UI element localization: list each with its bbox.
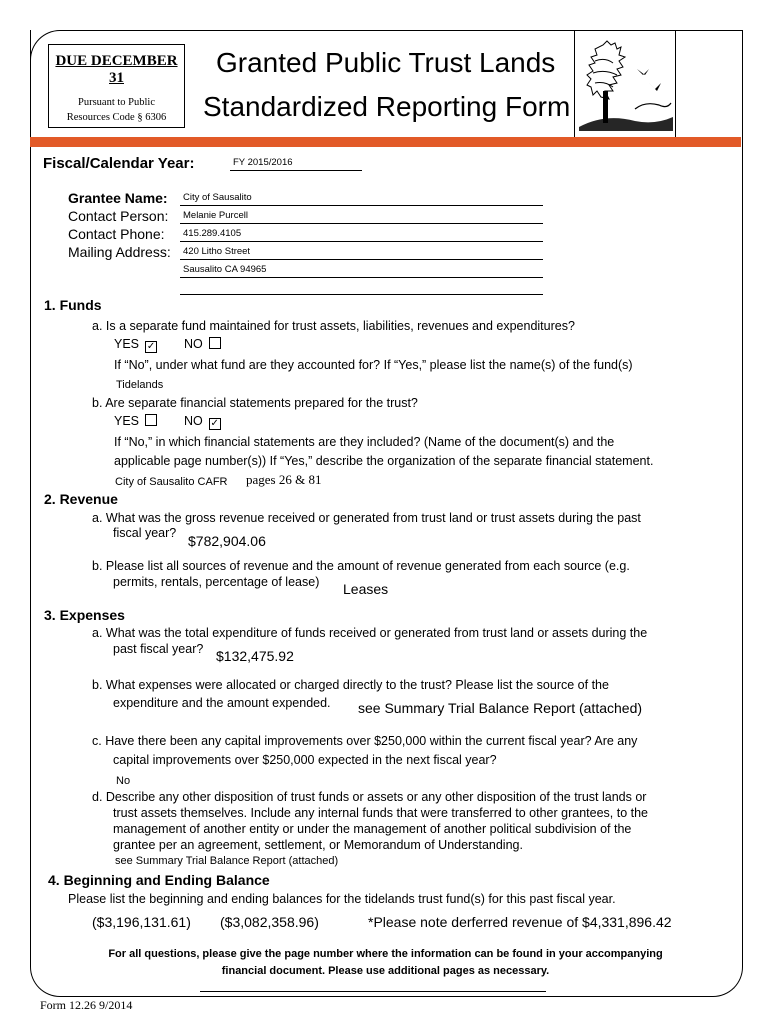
contact-person-label: Contact Person: [68, 208, 169, 224]
beginning-balance: ($3,196,131.61) [92, 914, 191, 930]
expenses-question-a-2: past fiscal year? [113, 642, 204, 656]
expenses-c-answer: No [116, 775, 131, 787]
expenses-a-answer: $132,475.92 [216, 648, 294, 664]
contact-person-line [180, 223, 543, 224]
expenses-heading: 3. Expenses [44, 607, 125, 623]
funds-a-follow-up: If “No”, under what fund are they accounted for? If “Yes,” please list the name(s) of the fund(s) [114, 358, 633, 372]
state-lands-logo [574, 31, 676, 137]
fiscal-year-value: FY 2015/2016 [233, 157, 293, 168]
balance-heading: 4. Beginning and Ending Balance [48, 872, 270, 888]
balance-question: Please list the beginning and ending balances for the tidelands trust fund(s) for this past fiscal year. [68, 892, 616, 906]
due-date-box [48, 44, 185, 128]
revenue-question-b-1: b. Please list all sources of revenue and the amount of revenue generated from each source (e.g. [92, 559, 630, 573]
revenue-a-answer: $782,904.06 [188, 533, 266, 549]
expenses-b-answer: see Summary Trial Balance Report (attached) [358, 700, 643, 716]
contact-phone-value: 415.289.4105 [183, 228, 242, 239]
mailing-address-label: Mailing Address: [68, 244, 171, 260]
funds-b-pages: pages 26 & 81 [246, 472, 322, 487]
funds-b-yes-checkbox[interactable] [145, 414, 157, 426]
funds-a-yes-checkbox[interactable]: ✓ [146, 341, 156, 352]
form-title-line2: Standardized Reporting Form [203, 91, 571, 122]
form-id: Form 12.26 9/2014 [40, 998, 133, 1012]
revenue-question-b-2: permits, rentals, percentage of lease) [113, 575, 320, 589]
funds-question-b: b. Are separate financial statements prepared for the trust? [92, 396, 418, 410]
funds-a-no-option: NO [184, 336, 221, 353]
funds-b-yes-option: YES [114, 413, 157, 430]
form-title-line1: Granted Public Trust Lands [216, 47, 556, 78]
revenue-heading: 2. Revenue [44, 491, 118, 507]
expenses-question-d-2: trust assets themselves. Include any internal funds that were transferred to other grantees, to the [113, 806, 649, 820]
expenses-question-d-4: grantee per an agreement, settlement, or Memorandum of Understanding. [113, 838, 523, 852]
address-line-3 [180, 294, 543, 295]
due-date-label: DUE DECEMBER 31 [55, 53, 178, 86]
contact-person-value: Melanie Purcell [183, 210, 248, 221]
grantee-name-label: Grantee Name: [68, 190, 168, 206]
funds-a-answer: Tidelands [116, 379, 164, 391]
funds-b-follow-up-1: If “No,” in which financial statements are they included? (Name of the document(s) and the [114, 435, 615, 449]
expenses-question-c-1: c. Have there been any capital improvements over $250,000 within the current fiscal year? Are any [92, 734, 638, 748]
expenses-question-b-2: expenditure and the amount expended. [113, 696, 331, 710]
grantee-name-line [180, 205, 543, 206]
contact-phone-line [180, 241, 543, 242]
funds-heading: 1. Funds [44, 297, 102, 313]
mailing-address-line1: 420 Litho Street [183, 246, 251, 257]
funds-b-no-checkbox[interactable]: ✓ [210, 418, 219, 429]
funds-a-no-checkbox[interactable] [209, 337, 221, 349]
grantee-name-value: City of Sausalito [183, 192, 252, 203]
expenses-question-c-2: capital improvements over $250,000 expected in the next fiscal year? [113, 753, 497, 767]
address-line-2 [180, 277, 543, 278]
revenue-b-answer: Leases [343, 581, 389, 597]
funds-a-yes-option: YES ✓ [114, 337, 156, 352]
revenue-question-a-2: fiscal year? [113, 526, 177, 540]
funds-b-no-option: NO ✓ [184, 414, 219, 429]
mailing-address-line2: Sausalito CA 94965 [183, 264, 267, 275]
expenses-d-answer: see Summary Trial Balance Report (attached) [115, 855, 339, 867]
funds-question-a: a. Is a separate fund maintained for trust assets, liabilities, revenues and expenditures? [92, 319, 575, 333]
expenses-question-a-1: a. What was the total expenditure of funds received or generated from trust land or assets during the [92, 626, 648, 640]
revenue-question-a-1: a. What was the gross revenue received or generated from trust land or trust assets during the past [92, 511, 641, 525]
ending-balance: ($3,082,358.96) [220, 914, 319, 930]
deferred-revenue-note: *Please note derferred revenue of $4,331,896.42 [368, 914, 672, 930]
expenses-question-d-1: d. Describe any other disposition of trust funds or assets or any other disposition of the trust lands or [92, 790, 647, 804]
expenses-question-b-1: b. What expenses were allocated or charged directly to the trust? Please list the source of the [92, 678, 609, 692]
accent-bar [30, 137, 741, 147]
funds-b-follow-up-2: applicable page number(s)) If “Yes,” describe the organization of the separate financial statement. [114, 454, 654, 468]
address-line-1 [180, 259, 543, 260]
footer-line [200, 991, 546, 992]
expenses-question-d-3: management of another entity or under the management of another political subdivision of the [113, 822, 632, 836]
fiscal-year-underline [230, 170, 362, 171]
fiscal-year-label: Fiscal/Calendar Year: [43, 155, 195, 172]
contact-phone-label: Contact Phone: [68, 226, 165, 242]
footer-instructions: For all questions, please give the page number where the information can be found in your accompanying financial document. Please use additional pages as necessary. [108, 948, 663, 977]
pursuant-note: Pursuant to Public Resources Code § 6306 [66, 97, 167, 123]
funds-b-answer: City of Sausalito CAFR [115, 476, 228, 488]
